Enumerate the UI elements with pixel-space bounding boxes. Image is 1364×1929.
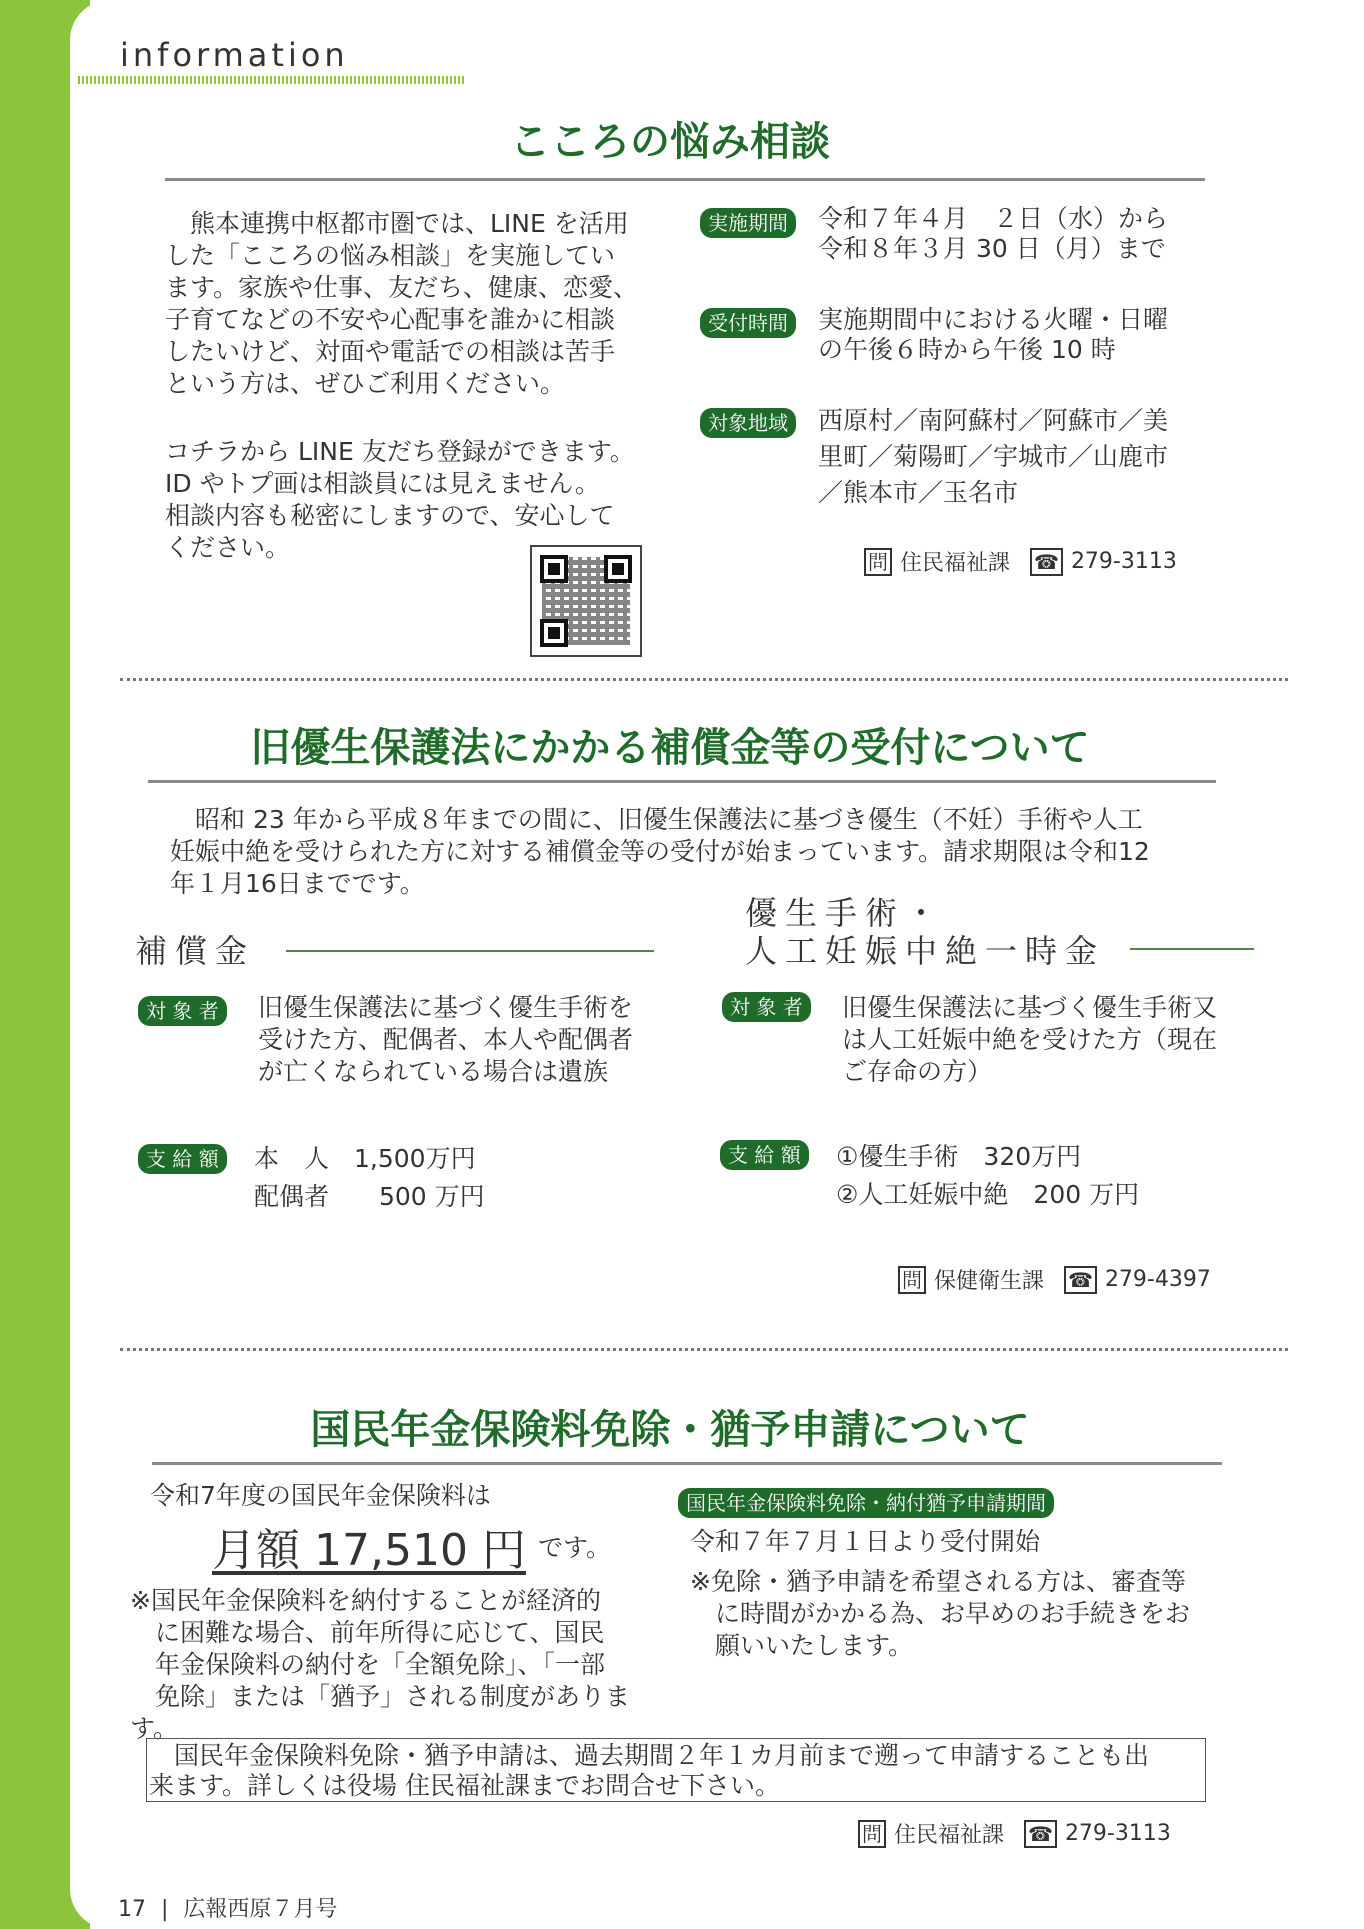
contact-tel[interactable]: 279-4397 [1104, 1267, 1211, 1292]
section1-line-note: コチラから LINE 友だち登録ができます。 ID やトプ画は相談員には見えません。 相談内容も秘密にしますので、安心して ください。 [165, 437, 635, 562]
section2-title: 旧優生保護法にかかる補償金等の受付について [250, 725, 1090, 771]
section3-title: 国民年金保険料免除・猶予申請について [310, 1407, 1030, 1453]
pension-period-text: 令和７年７月１日より受付開始 [690, 1527, 1041, 1556]
hours-badge: 受付時間 [700, 308, 796, 338]
area-text: 西原村／南阿蘇村／阿蘇市／美 里町／菊陽町／宇城市／山鹿市 ／熊本市／玉名市 [818, 406, 1169, 507]
section1-title-rule [165, 178, 1205, 181]
area-badge: 対象地域 [700, 408, 796, 438]
section3-contact [858, 1818, 1171, 1849]
period-text: 令和７年４月 ２日（水）から 令和８年３月 30 日（月）まで [818, 204, 1169, 263]
contact-dept: 保健衛生課 [934, 1269, 1045, 1294]
section-header-label: information [120, 36, 349, 74]
section2-title-rule [148, 780, 1216, 783]
section-divider [120, 1348, 1288, 1351]
pension-period-note: ※免除・猶予申請を希望される方は、審査等 に時間がかかる為、お早めのお手続きをお 願いいたします。 [690, 1567, 1191, 1660]
right-heading: 優生手術・ 人工妊娠中絶一時金 [745, 894, 1106, 970]
period-badge: 実施期間 [700, 208, 796, 238]
section2-intro: 昭和 23 年から平成８年までの間に、旧優生保護法に基づき優生（不妊）手術や人工 妊娠中絶を受けられた方に対する補償金等の受付が始まっています。請求期限は令和12 年１月16日までです。 [170, 805, 1150, 898]
line-qr-code[interactable] [530, 545, 642, 657]
phone-icon: ☎ [1064, 1266, 1097, 1294]
left-heading-line [286, 950, 654, 952]
section2-contact [898, 1264, 1211, 1295]
inquiry-mark-icon: 問 [898, 1266, 926, 1294]
left-target-text: 旧優生保護法に基づく優生手術を 受けた方、配偶者、本人や配偶者 が亡くなられている場合は遺族 [258, 993, 634, 1086]
right-amount-text: ①優生手術 320万円 ②人工妊娠中絶 200 万円 [836, 1142, 1140, 1209]
qr-finder-icon [540, 619, 568, 647]
left-heading: 補償金 [135, 932, 256, 970]
contact-tel[interactable]: 279-3113 [1064, 1821, 1171, 1846]
left-amount-text: 本 人 1,500万円 配偶者 500 万円 [254, 1144, 485, 1211]
left-amount-badge: 支 給 額 [138, 1144, 227, 1174]
section-divider [120, 678, 1288, 681]
hours-text: 実施期間中における火曜・日曜 の午後６時から午後 10 時 [818, 305, 1169, 364]
sidebar-curve [70, 0, 130, 1929]
publication-name: 広報西原７月号 [183, 1897, 338, 1922]
right-target-badge: 対 象 者 [722, 992, 811, 1022]
right-target-text: 旧優生保護法に基づく優生手術又 は人工妊娠中絶を受けた方（現在 ご存命の方） [842, 993, 1218, 1086]
right-heading-line [1130, 948, 1254, 950]
fee-intro: 令和7年度の国民年金保険料は [150, 1481, 491, 1510]
phone-icon: ☎ [1024, 1820, 1057, 1848]
section3-title-rule [152, 1462, 1222, 1465]
right-amount-badge: 支 給 額 [720, 1140, 809, 1170]
inquiry-mark-icon: 問 [858, 1820, 886, 1848]
section1-contact [864, 546, 1177, 577]
page-number: 17 [118, 1897, 146, 1922]
page-footer [118, 1892, 337, 1923]
section1-intro: 熊本連携中枢都市圏では、LINE を活用 した「こころの悩み相談」を実施してい ます。家族や仕事、友だち、健康、恋愛、 子育てなどの不安や心配事を誰かに相談 したいけど、対面や電話での相談は苦手 という方は、ぜひご利用ください。 [165, 209, 639, 398]
footer-separator: | [161, 1897, 169, 1922]
contact-dept: 住民福祉課 [900, 551, 1011, 576]
left-target-badge: 対 象 者 [138, 996, 227, 1026]
inquiry-mark-icon: 問 [864, 548, 892, 576]
fee-note: ※国民年金保険料を納付することが経済的 に困難な場合、前年所得に応じて、国民 年金保険料の納付を「全額免除」、「一部 免除」または「猶予」される制度があります。 [130, 1586, 631, 1743]
fee-amount: 月額 17,510 円 [212, 1525, 526, 1576]
phone-icon: ☎ [1030, 548, 1063, 576]
qr-finder-icon [540, 555, 568, 583]
contact-tel[interactable]: 279-3113 [1070, 549, 1177, 574]
qr-finder-icon [604, 555, 632, 583]
section1-title: こころの悩み相談 [510, 119, 830, 165]
info-box: 国民年金保険料免除・猶予申請は、過去期間２年１カ月前まで遡って申請することも出 来ます。詳しくは役場 住民福祉課までお問合せ下さい。 [146, 1738, 1206, 1802]
pension-period-badge: 国民年金保険料免除・納付猶予申請期間 [678, 1488, 1054, 1518]
header-underline [78, 76, 466, 84]
fee-suffix: です。 [538, 1533, 612, 1562]
contact-dept: 住民福祉課 [894, 1823, 1005, 1848]
